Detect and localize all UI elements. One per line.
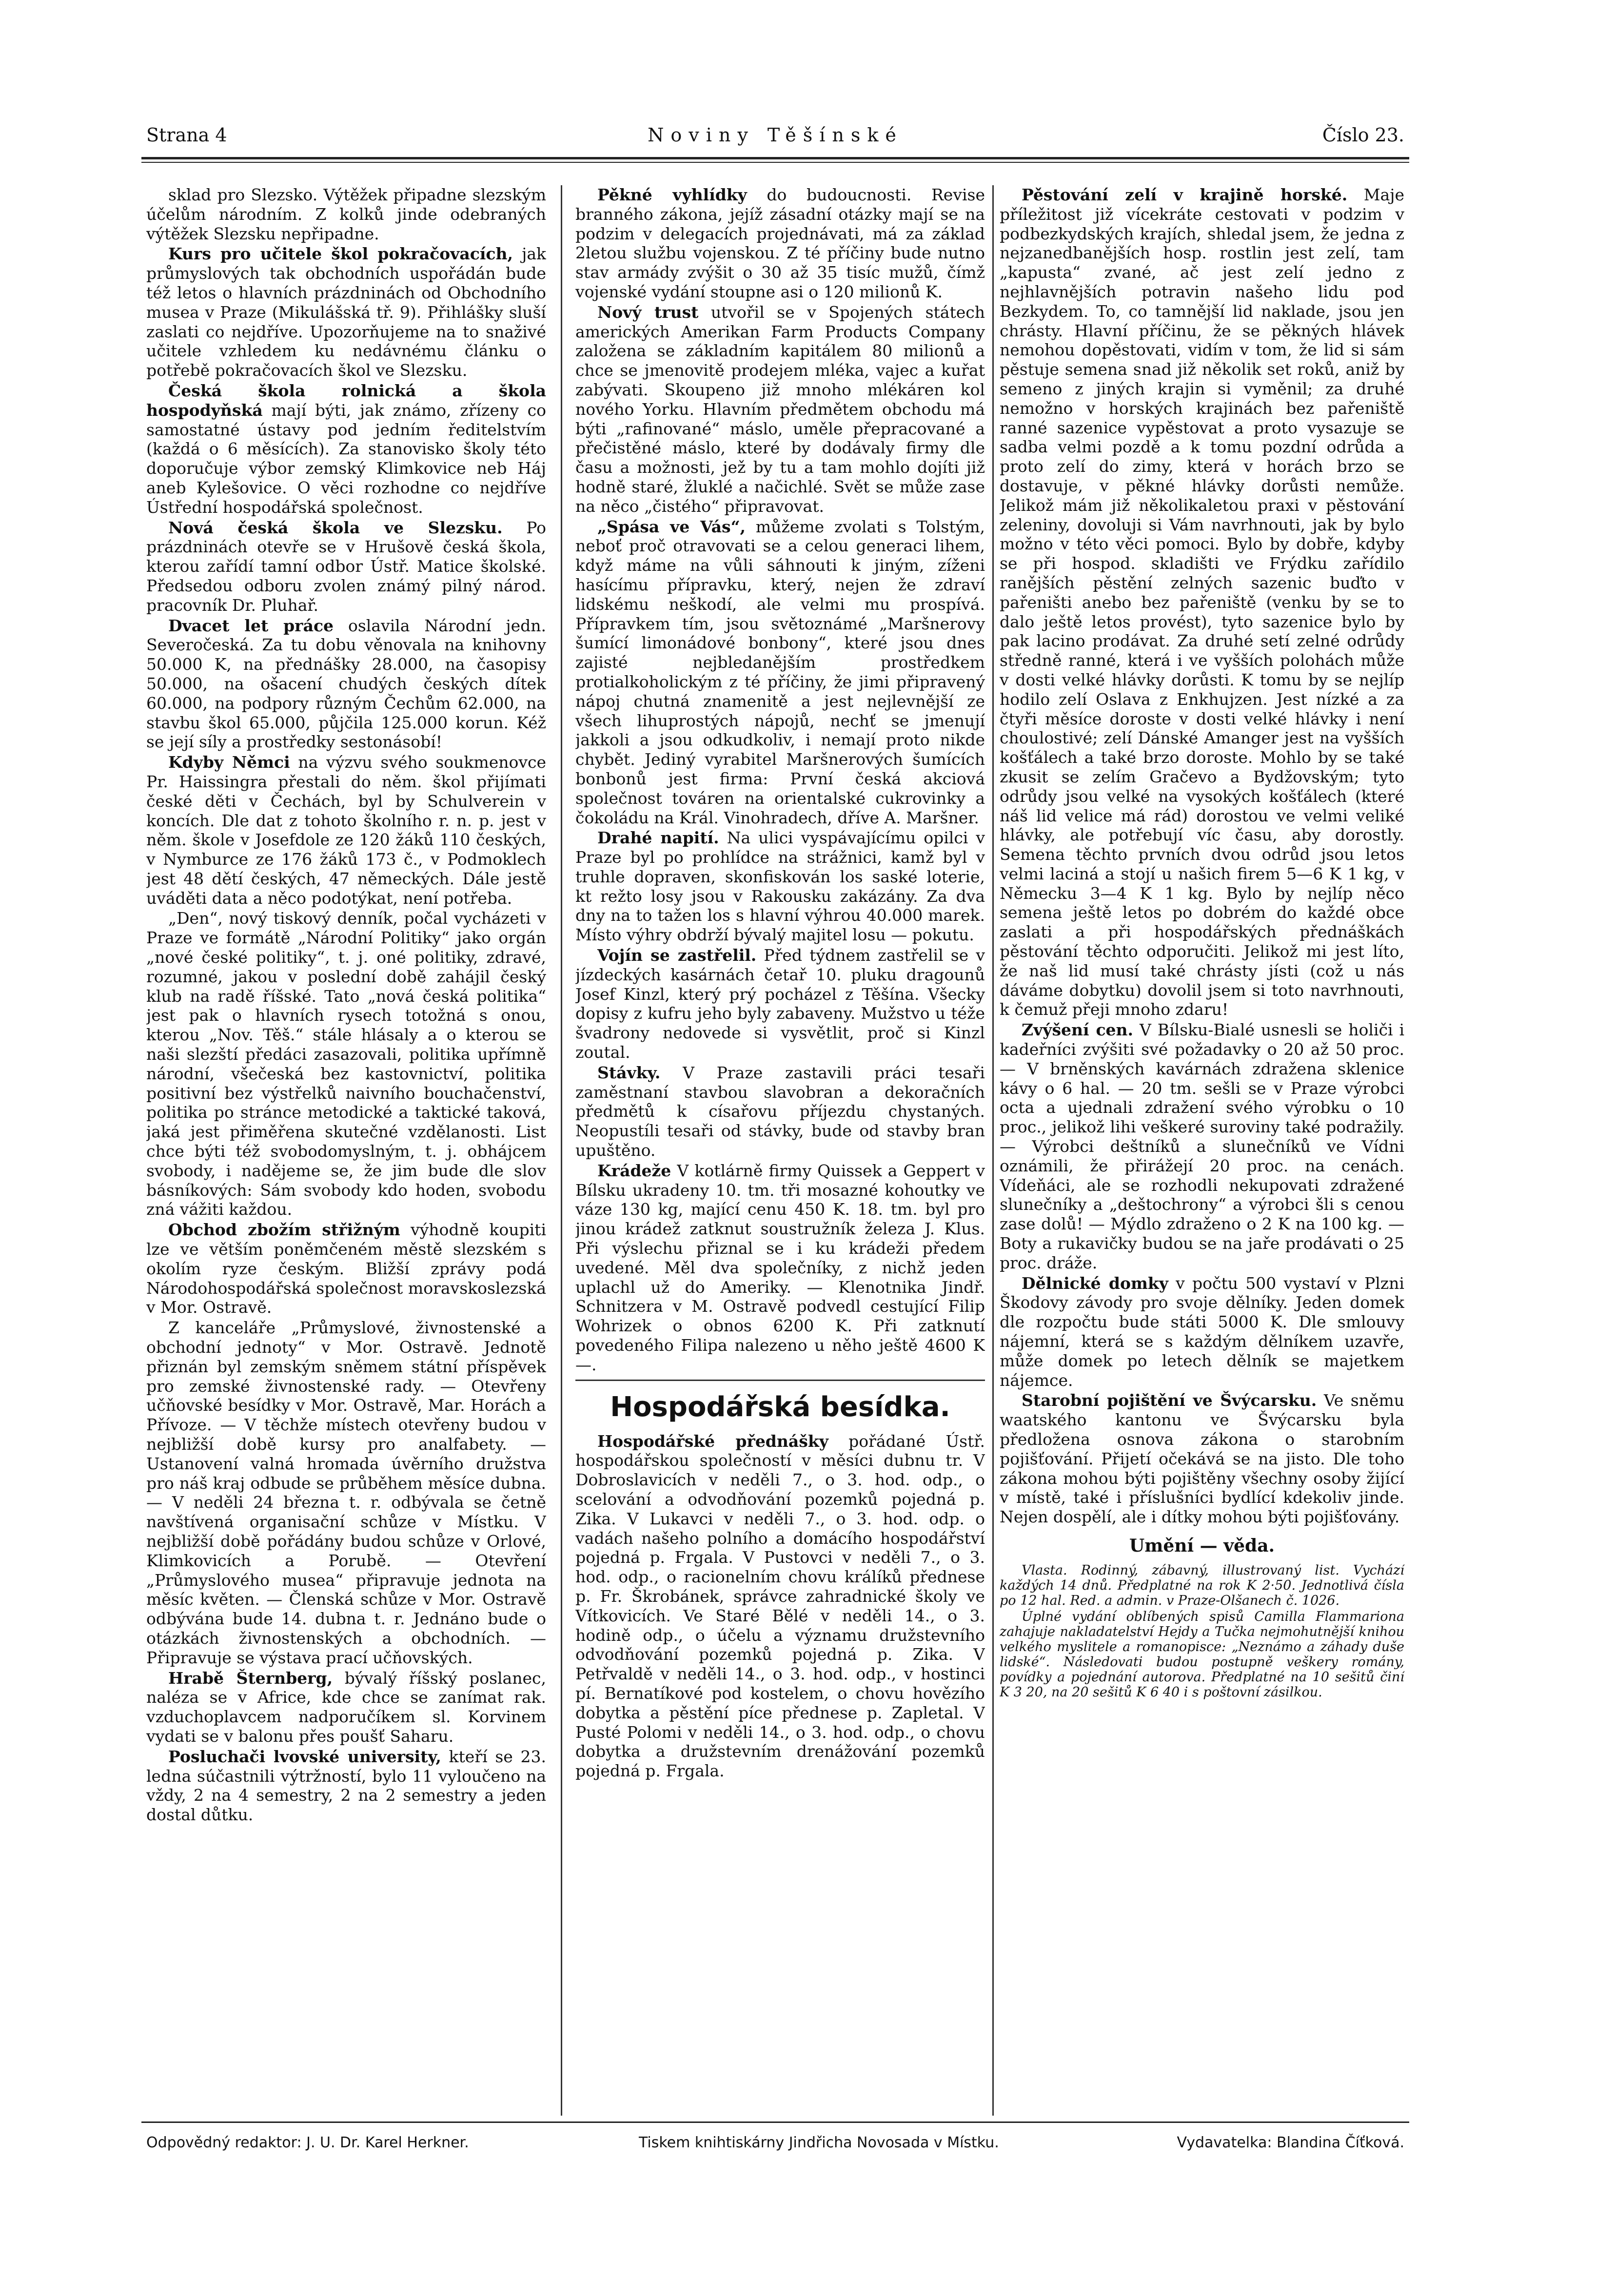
section-heading: Hospodářská besídka. [610,1391,950,1423]
article-text: oslavila Národní jedn. Severočeská. Za tu dobu věnovala na knihovny 50.000 K, na přednášky 28.000, na časopisy 50.000, na ošacení chudých českých dítek 60.000, na podpory různým Čechům 62.000, na stavbu škol 65.000, půjčila 125.000 korun. Kéž se její síly a prostředky sestonásobí! [146,616,546,752]
article-headline: Dvacet let práce [168,616,334,635]
article-headline: Starobní pojištění ve Švýcarsku. [1022,1391,1317,1410]
article-paragraph [146,518,546,615]
article-paragraph [575,185,985,302]
publisher-line: Vydavatelka: Blandina Číťková. [1177,2134,1404,2151]
column-middle [575,185,985,2116]
article-headline: Dělnické domky [1022,1273,1168,1293]
article-text: Na ulici vyspávajícímu opilci v Praze byl po prohlídce na strážnici, kamž byl v truhle dopraven, skonfiskován los saské loterie, kt režto losy jsou v Rakousku zakázány. Za dva dny na to tažen los s hlavní výhrou 40.000 marek. Místo výhry obdrží bývalý majitel losu — pokutu. [575,828,985,945]
article-paragraph [1000,1391,1404,1527]
article-text: V Praze zastavili práci tesaři zaměstnaní stavbou slavobran a dekoračních předmětů k císařovu příjezdu chystaných. Neopustíli tesaři od stávky, bude od stavby bran upuštěno. [575,1063,985,1160]
article-paragraph: Úplné vydání oblíbených spisů Camilla Flammariona zahajuje nakladatelství Hejdy a Tučka nejmohutnější knihou velkého myslitele a romanopisce: „Neznámo a záhady duše lidské“. Následovati budou postupně veškery romány, povídky a pojednání autorova. Předplatné na 10 sešitů činí K 3 20, na 20 sešitů K 6 40 i s poštovní zásilkou. [1000,1609,1404,1700]
article-headline: Stávky. [597,1063,661,1082]
article-paragraph [575,303,985,516]
column-left [146,185,546,2116]
article-text: utvořil se v Spojených státech amerických Amerikan Farm Products Company založena se základním kapitálem 80 milionů a chce se jmenovitě prodejem mléka, vajec a kuřat zabývati. Skoupeno již mnoho mlékáren kol nového Yorku. Hlavním předmětem obchodu má býti „rafinované“ máslo, uměle přepracované a přečistěné máslo, které by dodávaly firmy dle času a možnosti, jež by tu a tam mohlo dojíti již hodně staré, žluklé a načichlé. Svět se může zase na něco „čistého“ připravovat. [575,302,985,516]
subsection-heading: Umění — věda. [1129,1535,1275,1556]
article-paragraph [1000,1020,1404,1272]
article-paragraph: Vlasta. Rodinný, zábavný, illustrovaný list. Vychází každých 14 dnů. Předplatné na rok K 2·50. Jednotlivá čísla po 12 hal. Red. a admin. v Praze-Olšanech č. 1026. [1000,1562,1404,1608]
article-headline: Vojín se zastřelil. [597,946,757,965]
page-number: Strana 4 [146,124,227,146]
issue-number: Číslo 23. [1322,124,1404,146]
article-text: v počtu 500 vystaví v Plzni Škodovy závody pro svoje dělníky. Jeden domek dle rozpočtu bude státi 5000 K. Dle smlouvy nájemní, která se s každým dělníkem uzavře, může domek po letech dělník se majetkem nájemce. [1000,1273,1404,1390]
page-header [141,124,1409,154]
article-paragraph [146,185,546,243]
article-text: sklad pro Slezsko. Výtěžek připadne slezským účelům národním. Z kolků jinde odebraných výtěžek Slezsku nepřipadne. [146,185,546,243]
article-headline: Kurs pro učitele škol pokračovacích, [168,244,513,264]
article-paragraph [146,381,546,517]
article-headline: Zvýšení cen. [1022,1020,1134,1040]
article-headline: Nová česká škola ve Slezsku. [168,518,503,537]
article-text: V Bílsku-Bialé usnesli se holiči i kadeřníci zvýšiti své požadavky o 20 až 50 proc. — V brněnských kavárnách zdražena sklenice kávy o 6 hal. — 20 tm. sešli se v Praze výrobci octa a ujednali zdražení svého výrobku o 10 proc., jelikož lihi veškeré suroviny také podražily. — Výrobci deštníků a slunečníků ve Vídni oznámili, že přirážejí 20 proc. na cenách. Vídeňáci, ale se rozhodli nekupovati zdražené slunečníky a „deštochrony“ a výrobci šli s cenou zase dolů! — Mýdlo zdraženo o 2 K na 100 kg. — Boty a rukavičky budou se na jaře prodávati o 25 proc. dráže. [1000,1020,1404,1272]
article-text: výhodně koupiti lze ve větším poněmčeném městě slezském s okolím ryze českým. Bližší zprávy podá Národohospodářská společnost moravskoslezská v Mor. Ostravě. [146,1220,546,1317]
article-text: V kotlárně firmy Quissek a Geppert v Bílsku ukradeny 10. tm. tři mosazné kohoutky ve váze 130 kg, mající cenu 450 K. 18. tm. byl pro jinou krádež zatknut soustružník železa J. Klus. Při výslechu přiznal se i ku krádeži předem uvedené. Měl dva společníky, z nichž jeden uplachl už do Ameriky. — Klenotnika Jindř. Schnitzera v M. Ostravě podvedl cestující Filip Wohrizek o obnos 6200 K. Při zatknutí povedeného Filipa nalezeno u něho ještě 4600 K —. [575,1161,985,1374]
article-text: mají býti, jak známo, zřízeny co samostatné ústavy pod jedním ředitelstvím (každá o 6 měsících). Za stanovisko školy této doporučuje výbor zemský Klimkovice neb Háj aneb Kylešovice. O věci rozhodne co nejdříve Ústřední hospodářská společnost. [146,400,546,517]
article-paragraph [575,946,985,1062]
article-paragraph [575,1432,985,1781]
page-footer [141,2134,1409,2154]
article-text: do budoucnosti. Revise branného zákona, jejíž zásadní otázky mají se na podzim v delegacích projednávati, má za základ 2letou službu vojenskou. Z té příčiny bude nutno stav armády zvýšit o 30 až 35 tisíc mužů, čímž vojenské vydání stoupne asi o 120 milionů K. [575,185,985,301]
article-text: Maje příležitost již vícekráte cestovati v podzim v podbezkydských krajích, shledal jsem, že jedna z nejzanedbanějších hosp. rostlin jest zelí, tam „kapusta“ zvané, ač jest zelí jedno z nejhlavnějších potravin našeho lidu pod Bezkydem. To, co tamnější lid naklade, jsou jen chrásty. Hlavní příčinu, že se pěkných hlávek nemohou dopěstovati, vidím v tom, že lid si sám pěstuje semena snad již několik set roků, aniž by semeno z jiných krajin si vyměnil; za druhé nemožno v horských krajinách bez pařeniště ranné sazenice vypěstovat a proto vysazuje se sadba velmi pozdě a k tomu pozdní odrůda a proto zelí do zimy, která v horách brzo se dostavuje, v pěkné hlávky dorůsti nemůže. Jelikož mám již několikaletou praxi v pěstování zeleniny, dovoluji si Vám navrhnouti, jak by bylo možno v této věci pomoci. Bylo by dobře, kdyby se při hospod. skladišti ve Frýdku zařídilo ranějších pěstění zelných sazenic buďto v pařeništi anebo bez pařeniště (venku by se to dalo ještě letos provést), tyto sazenice bylo by pak lacino prodávat. Za druhé setí zelné odrůdy středně ranné, která i ve vyšších polohách může v dosti velké hlávky dorůsti. K tomu by se nejlíp hodilo zelí Oslava z Enkhujzen. Jest nízké a za čtyři měsíce doroste v dosti velké hlávky i není choulostivé; zelí Dánské Amanger jest na vyšších košťálech a také brzo doroste. Mohlo by se také zkusit se zelím Gračevo a Bydžovským; tyto odrůdy jsou velké na vysokých košťálech (které náš lid velice má rád) dorostou ve velmi veliké hlávky, ale potřebují víc času, aby dorostly. Semena těchto prvních dvou odrůd jsou letos velmi laciná a stojí u našich firem 5—6 K 1 kg, v Německu 3—4 K 1 kg. Bylo by nejlíp něco semena ještě letos po dobrém do každé obce zaslati a při hospodářských přednáškách pěstování těchto odporučiti. Jelikož mi jest líto, že naš lid musí také chrásty jísti (což u nás dáváme dobytku) dovolil jsem si toto navrhnouti, k čemuž přeji mnoho zdaru! [1000,185,1404,1019]
article-paragraph [575,828,985,945]
article-headline: Pěkné vyhlídky [597,185,747,204]
article-headline: Krádeže [597,1161,671,1180]
article-text: Před týdnem zastřelil se v jízdeckých kasárnách četař 10. pluku dragounů Josef Kinzl, který prý pocházel z Těšína. Všecky dopisy z kufru jeho byly zabaveny. Mužstvo u téže švadrony nedovede si vysvětlit, proč si Kinzl zoutal. [575,946,985,1062]
article-paragraph [146,1220,546,1317]
article-paragraph [1000,185,1404,1019]
article-paragraph [575,1063,985,1160]
article-headline: „Spása ve Vás“, [597,517,746,536]
article-paragraph [575,517,985,828]
article-text: na výzvu svého soukmenovce Pr. Haissingra přestali do něm. škol přijímati české děti v Čechách, byl by Schulverein v koncích. Dle dat z tohoto školního r. n. p. jest v něm. škole v Josefdole ze 120 žáků 110 českých, v Nymburce ze 176 žáků 173 č., v Podmoklech jest 48 dětí českých, 47 německých. Dále jestě uváděti data a něco podotýkat, není potřeba. [146,753,546,908]
article-text: „Den“, nový tiskový denník, počal vycházeti v Praze ve formátě „Národní Politiky“ jako orgán „nové české politiky“, t. j. oné politiky, zdravé, rozumné, jakou v poslední době zahájil český klub na radě říšské. Tato „nová česká politika“ jest pak o hlavních rysech totožná s onou, kterou „Nov. Těš.“ stále hlásaly a o kterou se naši slezští předáci zasazovali, politika upřímně národní, všečeská bez kastovnictví, politika positivní bez výstřelků naivního bouchačenství, politika po stránce metodické a taktické taková, jaká jest přiměřena skutečné vzdělanosti. List chce býti též svobodomyslným, t. j. obhájcem svobody, i nadějeme se, že jim bude dle slov básníkových: Sám svobody kdo hoden, svobodu zná vážiti každou. [146,909,546,1219]
column-right [1000,185,1404,2116]
article-text: bývalý říšský poslanec, naléza se v Africe, kde chce se zanímat rak. vzduchoplavcem nadporučíkem sl. Korvinem vydati se v balonu přes poušť Saharu. [146,1668,546,1746]
article-headline: Posluchači lvovské university, [168,1747,441,1766]
article-paragraph [146,753,546,908]
article-paragraph [146,1669,546,1746]
article-paragraph [146,909,546,1219]
article-paragraph [146,616,546,752]
header-rule [141,157,1409,159]
article-paragraph [146,1318,546,1667]
footer-rule [141,2121,1409,2123]
article-text: můžeme zvolati s Tolstým, neboť proč otravovati se a celou generaci lihem, když máme na vůli sáhnouti k jiným, zíženi hasícímu přípravku, který, nejen že zdraví lidskému neškodí, ale velmi mu prospívá. Přípravkem tím, jsou světoznámé „Maršnerovy šumící limonádové bonbony“, které jsou dnes zajisté nejbledanějším prostředkem protialkoholickým z té příčiny, že jimi připravený nápoj chutná znamenitě a jest nejlevnější ze všech lihuprostých nápojů, nechť se jmenují jakkoli a jsou odkudkoliv, i nemají proto nikde chybět. Jediný vyrabitel Maršnerových šumících bonbonů jest firma: První česká akciová společnost továren na orientalské cukrovinky a čokoládu na Král. Vinohradech, dříve A. Maršner. [575,517,985,827]
article-headline: Obchod zbožím střižným [168,1220,400,1240]
article-paragraph [575,1161,985,1375]
article-paragraph [146,1747,546,1825]
article-paragraph [146,244,546,380]
article-headline: Drahé napití. [597,828,719,848]
article-text: Z kanceláře „Průmyslové, živnostenské a obchodní jednoty“ v Mor. Ostravě. Jednotě přiznán byl zemským sněmem státní příspěvek pro zemské živnostenské rady. — Otevřeny učňovské besídky v Mor. Ostravě, Mar. Horách a Přívoze. — V těchže místech otevřeny budou v nejbližší době kursy pro analfabety. — Ustanovení valná hromada úvěrního družstva pro náš kraj odbude se průběhem měsíce dubna. — V neděli 24 března t. r. odbývala se četně navštívená organisační schůze v Místku. V nejbližší době pořádány budou schůze v Orlové, Klimkovicích a Porubě. — Otevření „Průmyslového musea“ připravuje jednota na měsíc květen. — Členská schůze v Mor. Ostravě odbývána bude 14. dubna t. r. Jednáno bude o otázkách živnostenských a obchodních. — Připravuje se výstava prací učňovských. [146,1318,546,1667]
article-headline: Pěstování zelí v krajině horské. [1022,185,1348,204]
editor-line: Odpovědný redaktor: J. U. Dr. Karel Herkner. [146,2134,469,2151]
article-text: jak průmyslových tak obchodních uspořádán bude též letos o hlavních prázdninách od Obchodního musea v Praze (Mikulášská tř. 9). Přihlášky sluší zaslati co nejdříve. Upozorňujeme na to snaživé učitele vzhledem ku nedávnému článku o potřebě pokračovacích škol ve Slezsku. [146,244,546,380]
article-text: Ve sněmu waatského kantonu ve Švýcarsku byla předložena osnova zákona o starobním pojišťování. Přijetí očekává se na jisto. Dle toho zákona mohou býti pojištěny všechny osoby žijící v místě, také i příslušníci bydlící kdekoliv jinde. Nejen dospělí, ale i dítky mohou býti pojišťovány. [1000,1391,1404,1527]
article-headline: Česká škola rolnická a škola hospodyňská [146,381,546,420]
article-headline: Kdyby Němci [168,753,290,772]
newspaper-title: Noviny Těšínské [648,124,903,146]
header-rule-thin [141,162,1409,163]
section-rule [575,1380,985,1381]
article-paragraph [1000,1274,1404,1390]
column-divider [992,185,994,2116]
article-headline: Nový trust [597,302,699,322]
article-text: kteří se 23. ledna súčastnili výtržností, bylo 11 vyloučeno na vždy, 2 na 4 semestry, 2 na 2 semestry a jeden dostal důtku. [146,1747,546,1825]
article-text: Po prázdninách otevře se v Hrušově česká škola, kterou zařídí tamní odbor Ústř. Matice školské. Předsedou odboru zvolen známý pilný národ. pracovník Dr. Pluhař. [146,518,546,615]
article-headline: Hrabě Šternberg, [168,1668,333,1688]
printer-line: Tiskem knihtiskárny Jindřicha Novosada v Místku. [639,2134,999,2151]
column-divider [561,185,562,2116]
article-headline: Hospodářské přednášky [597,1431,828,1451]
article-text: pořádané Ústř. hospodářskou společností v měsíci dubnu tr. V Dobroslavicích v neděli 7., o 3. hod. odp., o scelování a odvodňování pozemků pojedná p. Zika. V Lukavci v neděli 7., o 3. hod. odp. o vadách našeho polního a domácího hospodářství pojedná p. Frgala. V Pustovci v neděli 7., o 3. hod. odp., o racionelním chovu králíků přednese p. Fr. Škrobánek, správce zahradnické školy ve Vítkovicích. Ve Staré Bělé v neděli 14., o 3. hodině odp., o účelu a významu družstevního odvodňování pozemků pojedná p. Zika. V Petřvaldě v neděli 14., o 3. hod. odp., v hostinci pí. Bernatíkové pod kostelem, o chovu hovězího dobytka a pěstění píce přednese p. Zapletal. V Pusté Polomi v neděli 14., o 3. hod. odp., o chovu dobytka a družstevním drenážování pozemků pojedná p. Frgala. [575,1431,985,1781]
